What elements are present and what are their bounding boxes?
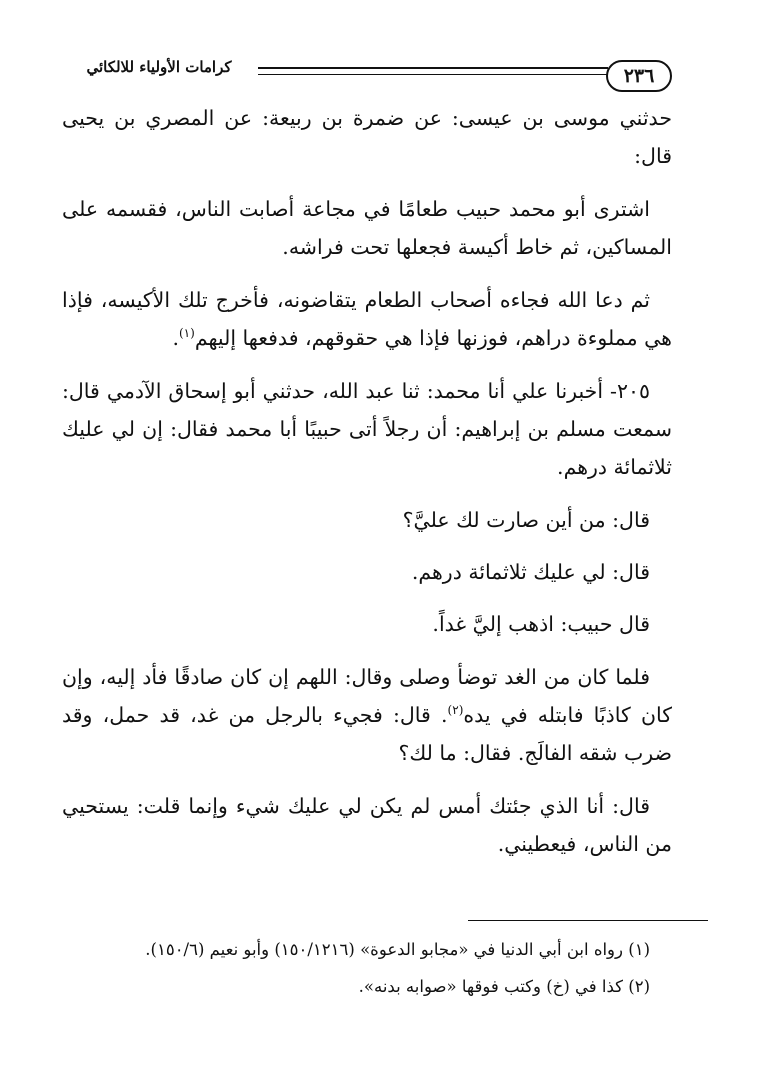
paragraph-2: اشترى أبو محمد حبيب طعامًا في مجاعة أصابت الناس، فقسمه على المساكين، ثم خاط أكيسة فجعلها تحت فراشه.: [62, 197, 672, 259]
footnotes: [62, 933, 672, 1007]
paragraph-7: قال حبيب: اذهب إليَّ غداً.: [432, 612, 650, 636]
paragraph-6: قال: لي عليك ثلاثمائة درهم.: [411, 560, 650, 584]
book-title: كرامات الأولياء للالكائي: [86, 58, 232, 76]
paragraph-3-end: .: [172, 326, 179, 350]
paragraph-8-text-1: فلما كان من الغد توضأ وصلى وقال: اللهم إن كان صادقًا فأد إليه، وإن كان كاذبًا فابتله في يده: [62, 665, 672, 727]
footnote-2: (٢) كذا في (خ) وكتب فوقها «صوابه بدنه».: [358, 977, 650, 996]
paragraph-9: قال: أنا الذي جئتك أمس لم يكن لي عليك شيء وإنما قلت: يستحيي من الناس، فيعطيني.: [62, 794, 672, 856]
paragraph-5: قال: من أين صارت لك عليَّ؟: [402, 508, 650, 532]
paragraph-4: ٢٠٥- أخبرنا علي أنا محمد: ثنا عبد الله، حدثني أبو إسحاق الآدمي قال: سمعت مسلم بن إبراهيم: أن رجلاً أتى حبيبًا أبا محمد فقال: إن لي عليك ثلاثمائة درهم.: [62, 379, 672, 479]
footnote-ref-1[interactable]: (١): [178, 326, 195, 341]
main-text: [62, 99, 672, 878]
paragraph-8-text-2: . قال: فجيء بالرجل من غد، قد حمل، وقد ضرب شقه الفالَج. فقال: ما لك؟: [62, 703, 672, 765]
page-number: ٢٣٦: [606, 60, 672, 92]
footnote-1: (١) رواه ابن أبي الدنيا في «مجابو الدعوة» (١٥٠/١٢١٦) وأبو نعيم (١٥٠/٦).: [145, 940, 650, 959]
footnote-ref-2[interactable]: (٢): [447, 703, 464, 718]
footnote-divider: [468, 920, 708, 921]
paragraph-3-text: ثم دعا الله فجاءه أصحاب الطعام يتقاضونه، فأخرج تلك الأكيسه، فإذا هي مملوءة دراهم، فوزنها فإذا هي حقوقهم، فدفعها إليهم: [62, 288, 672, 350]
paragraph-8: [62, 658, 672, 772]
page-header: [62, 58, 672, 92]
paragraph-1: حدثني موسى بن عيسى: عن ضمرة بن ربيعة: عن المصري بن يحيى قال:: [62, 106, 672, 168]
paragraph-3: [62, 281, 672, 357]
header-rule: [258, 67, 608, 75]
